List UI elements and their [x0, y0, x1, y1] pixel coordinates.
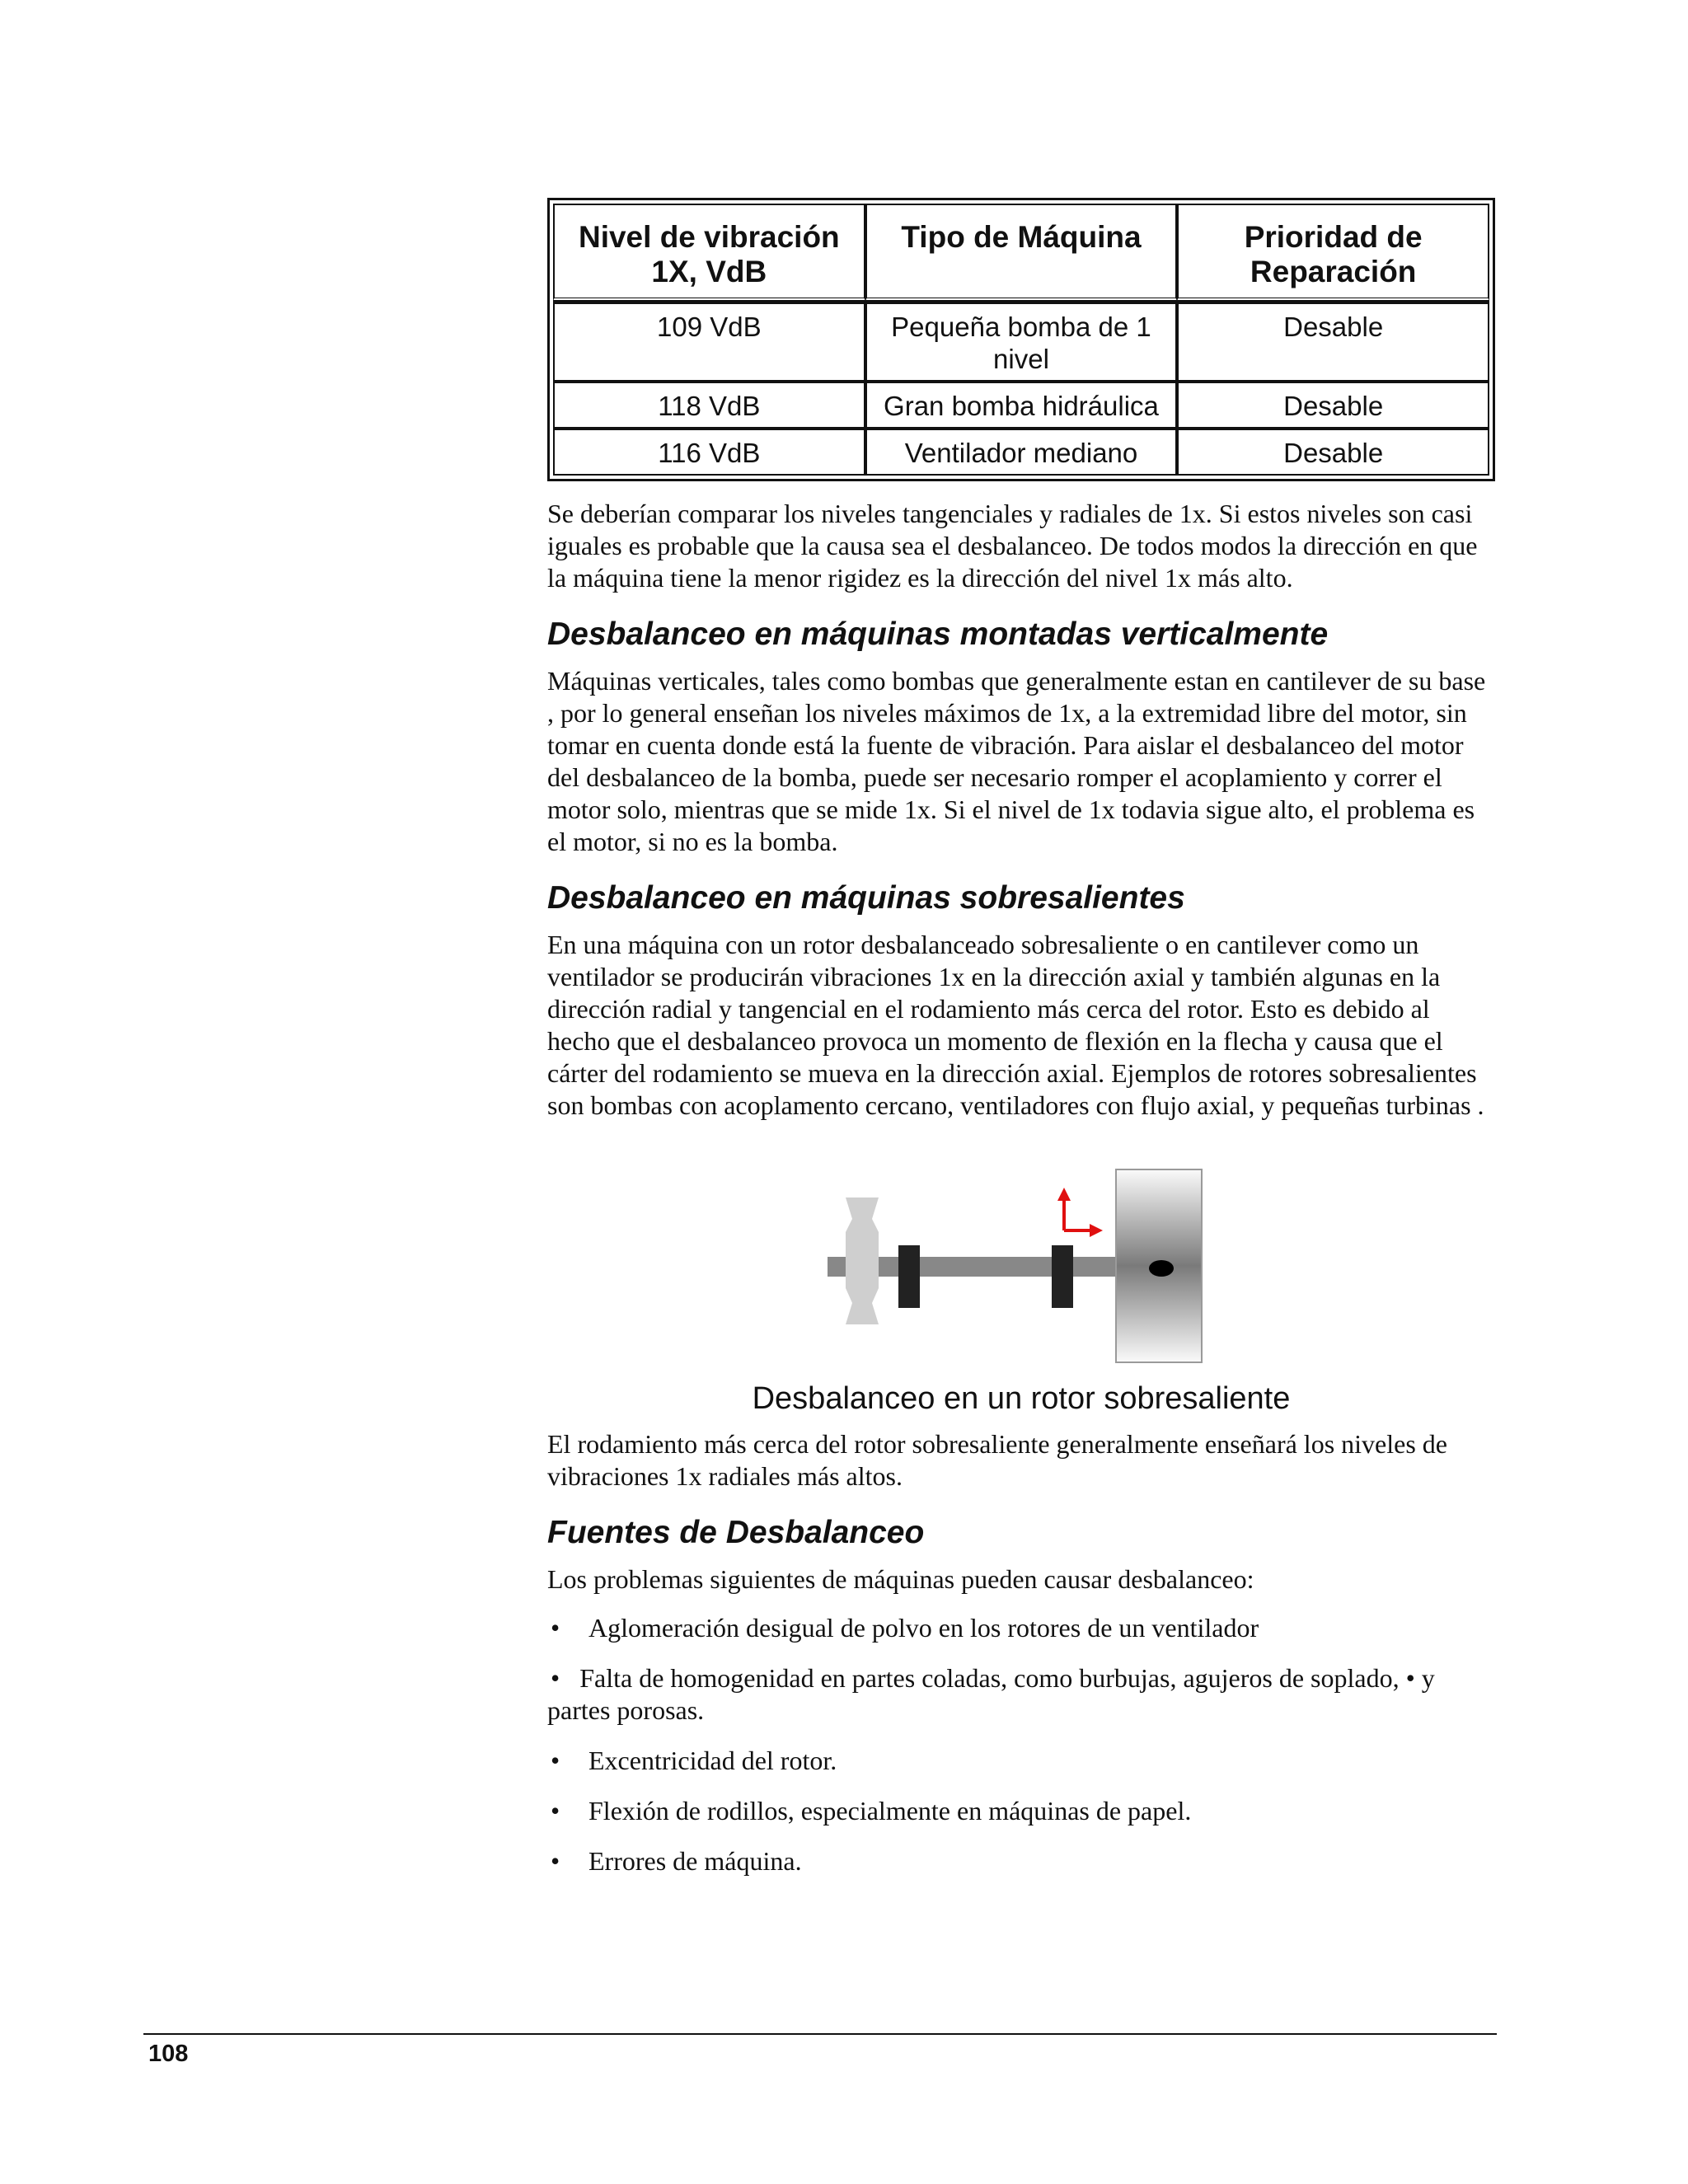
footer-rule	[143, 2033, 1497, 2035]
table-cell: Gran bomba hidráulica	[865, 382, 1178, 429]
list-item	[547, 1795, 1495, 1827]
header-machine-type: Tipo de Máquina	[865, 204, 1178, 301]
table-cell: 116 VdB	[553, 429, 865, 476]
table-row	[553, 429, 1489, 476]
list-item	[547, 1745, 1495, 1777]
bullet-icon: •	[551, 1746, 560, 1775]
vibration-priority-table	[553, 204, 1489, 476]
table-cell: Pequeña bomba de 1 nivel	[865, 301, 1178, 382]
list-item-text: Errores de máquina.	[588, 1846, 802, 1876]
bullet-icon: •	[551, 1613, 560, 1643]
figure-caption: Desbalanceo en un rotor sobresaliente	[752, 1381, 1291, 1416]
paragraph-overhung-machines: En una máquina con un rotor desbalanceado sobresaliente o en cantilever como un ventilador se producirán vibraciones 1x en la dirección axial y también algunas en la dirección radial y tangencial en el rodamiento más cerca del rotor. Esto es debido al hecho que el desbalanceo provoca un momento de flexión en la flecha y causa que el cárter del rodamiento se mueva en la dirección axial. Ejemplos de rotores sobresalientes son bombas con acoplamento cercano, ventiladores con flujo axial, y pequeñas turbinas .	[547, 930, 1484, 1120]
unbalance-sources-list	[547, 1612, 1495, 1877]
list-item-text: Flexión de rodillos, especialmente en máquinas de papel.	[588, 1796, 1192, 1825]
page-content	[547, 198, 1495, 1896]
list-item	[547, 1662, 1495, 1727]
header-repair-priority: Prioridad de Reparación	[1177, 204, 1489, 301]
table-cell: Ventilador mediano	[865, 429, 1178, 476]
list-item-text: Falta de homogenidad en partes coladas, como burbujas, agujeros de soplado, • y partes porosas.	[547, 1663, 1435, 1725]
heading-overhung-machines: Desbalanceo en máquinas sobresalientes	[547, 880, 1185, 916]
paragraph-vertical-machines: Máquinas verticales, tales como bombas que generalmente estan en cantilever de su base , por lo general enseñan los niveles máximos de 1x, a la extremidad libre del motor, sin tomar en cuenta donde está la fuente de vibración. Para aislar el desbalanceo del motor del desbalanceo de la bomba, puede ser necesario romper el acoplamiento y correr el motor solo, mientras que se mide 1x. Si el nivel de 1x todavia sigue alto, el problema es el motor, si no es la bomba.	[547, 666, 1486, 856]
table-row	[553, 382, 1489, 429]
list-item-text: Aglomeración desigual de polvo en los rotores de un ventilador	[588, 1613, 1259, 1643]
bearing-near-rotor	[1052, 1245, 1073, 1308]
bullet-icon: •	[551, 1796, 560, 1825]
bearing-left	[898, 1245, 920, 1308]
unbalance-mass	[1149, 1260, 1174, 1277]
list-item	[547, 1845, 1495, 1877]
list-item-text: Excentricidad del rotor.	[588, 1746, 837, 1775]
page-number: 108	[148, 2041, 189, 2067]
pulley	[846, 1197, 879, 1324]
vibration-table-frame	[547, 198, 1495, 481]
overhung-rotor-diagram	[547, 1127, 1495, 1374]
table-row	[553, 301, 1489, 382]
paragraph-nearest-bearing: El rodamiento más cerca del rotor sobresaliente generalmente enseñará los niveles de vibraciones 1x radiales más altos.	[547, 1429, 1447, 1491]
table-cell: Desable	[1177, 301, 1489, 382]
header-vibration-level: Nivel de vibración 1X, VdB	[553, 204, 865, 301]
paragraph-compare-levels: Se deberían comparar los niveles tangenciales y radiales de 1x. Si estos niveles son casi iguales es probable que la causa sea el desbalanceo. De todos modos la dirección en que la máquina tiene la menor rigidez es la dirección del nivel 1x más alto.	[547, 499, 1478, 593]
heading-unbalance-sources: Fuentes de Desbalanceo	[547, 1515, 925, 1550]
heading-vertical-machines: Desbalanceo en máquinas montadas verticalmente	[547, 616, 1329, 652]
vibration-arrows	[1057, 1188, 1103, 1237]
overhung-rotor-figure	[547, 1127, 1495, 1374]
list-item	[547, 1612, 1495, 1644]
paragraph-sources-intro: Los problemas siguientes de máquinas pueden causar desbalanceo:	[547, 1564, 1254, 1594]
table-cell: 118 VdB	[553, 382, 865, 429]
table-cell: Desable	[1177, 429, 1489, 476]
table-cell: 109 VdB	[553, 301, 865, 382]
table-header-row	[553, 204, 1489, 301]
bullet-icon: •	[551, 1846, 560, 1876]
bullet-icon: •	[551, 1663, 560, 1693]
table-cell: Desable	[1177, 382, 1489, 429]
